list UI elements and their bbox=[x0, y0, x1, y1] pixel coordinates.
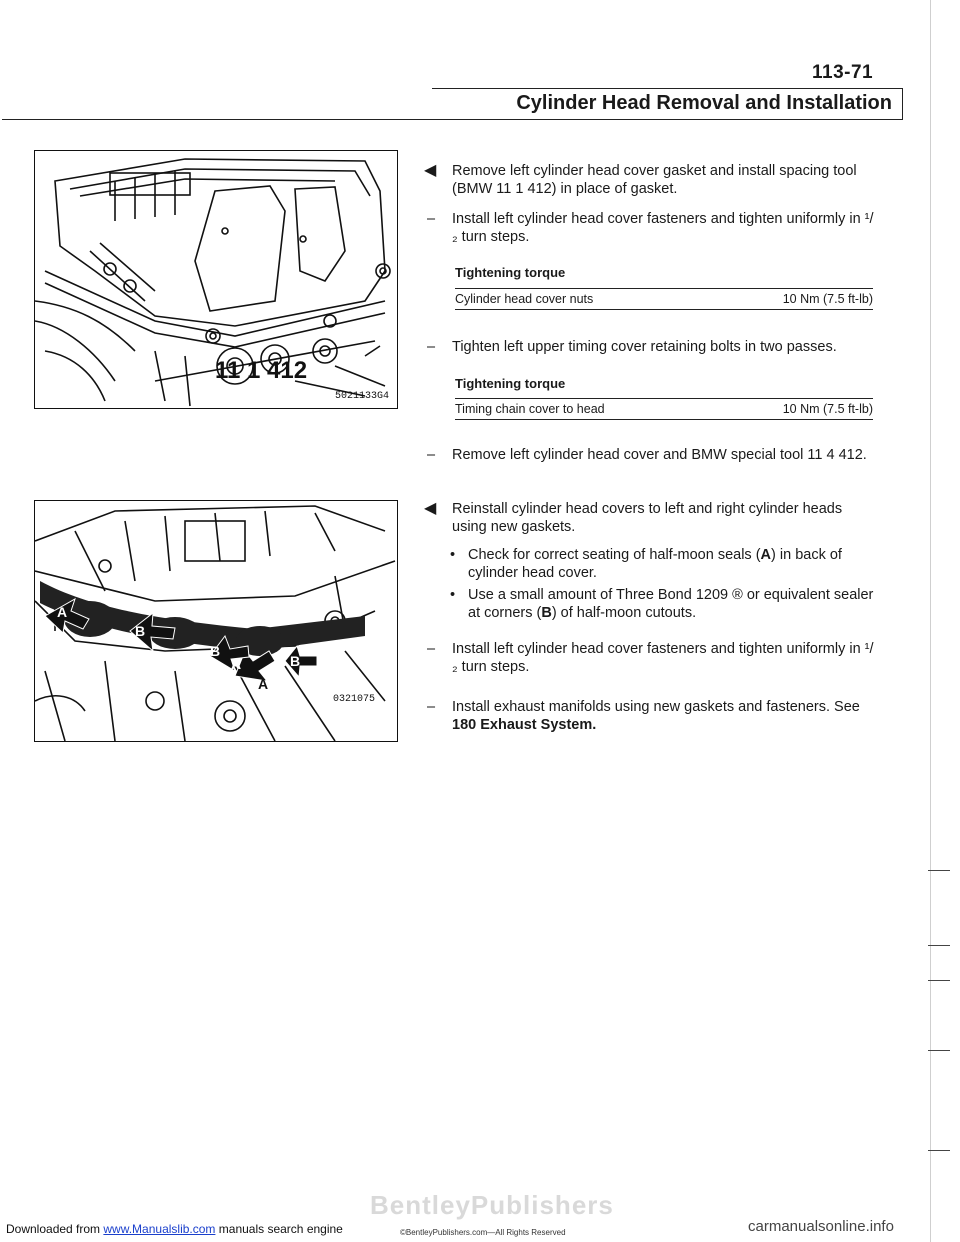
torque-spec: Timing chain cover to head bbox=[455, 402, 605, 416]
torque-value: 10 Nm (7.5 ft-lb) bbox=[782, 292, 873, 306]
step-text: Install left cylinder head cover fasteners and tighten uniformly in ¹/₂ turn steps. bbox=[452, 641, 874, 675]
bullet-icon: • bbox=[450, 547, 456, 563]
step-install-fasteners bbox=[424, 210, 874, 246]
step-text: Tighten left upper timing cover retaining bolts in two passes. bbox=[452, 339, 837, 355]
step-reinstall-covers bbox=[424, 500, 874, 536]
torque-title: Tightening torque bbox=[455, 376, 566, 391]
step-text: Remove left cylinder head cover and BMW special tool 11 4 412. bbox=[452, 447, 867, 463]
step-text: Remove left cylinder head cover gasket and install spacing tool (BMW 11 1 412) in place of gasket. bbox=[452, 163, 857, 197]
step-install-manifolds bbox=[424, 698, 874, 734]
download-notice: Downloaded from www.Manualslib.com manuals search engine bbox=[6, 1222, 343, 1236]
tool-label: 11 1 412 bbox=[215, 357, 308, 384]
figure-half-moon-seals bbox=[34, 500, 398, 742]
arrow-left-icon: ◀ bbox=[424, 162, 437, 179]
torque-row bbox=[455, 288, 873, 310]
step-text: Install left cylinder head cover fasteners and tighten uniformly in ¹/₂ turn steps. bbox=[452, 211, 874, 245]
bullet-sealer bbox=[450, 586, 875, 622]
section-title: Cylinder Head Removal and Installation bbox=[516, 92, 892, 114]
scan-mark bbox=[928, 980, 950, 981]
figure-number: 0321075 bbox=[332, 694, 375, 705]
half-moon-seal-illustration bbox=[35, 501, 397, 741]
dash-icon: – bbox=[426, 339, 436, 355]
section-title-bar bbox=[432, 88, 903, 120]
arrow-left-icon: ◀ bbox=[424, 500, 437, 517]
figure-spacing-tool bbox=[34, 150, 398, 409]
bullet-icon: • bbox=[450, 587, 456, 603]
bullet-text: Use a small amount of Three Bond 1209 ® or equivalent sealer at corners (B) of half-moon cutouts. bbox=[468, 587, 874, 621]
dash-icon: – bbox=[426, 699, 436, 715]
dash-icon: – bbox=[426, 447, 436, 463]
scan-mark bbox=[928, 1050, 950, 1051]
torque-value: 10 Nm (7.5 ft-lb) bbox=[782, 402, 873, 416]
manualslib-link[interactable]: www.Manualslib.com bbox=[103, 1222, 216, 1236]
callout-b-3: B bbox=[290, 653, 301, 669]
bullet-check-seals bbox=[450, 546, 875, 582]
torque-title: Tightening torque bbox=[455, 265, 566, 280]
step-install-fasteners-2 bbox=[424, 640, 874, 676]
site-watermark: carmanualsonline.info bbox=[748, 1218, 894, 1235]
dash-icon: – bbox=[426, 211, 436, 227]
copyright-notice: ©BentleyPublishers.com—All Rights Reserved bbox=[400, 1228, 566, 1237]
scan-mark bbox=[928, 945, 950, 946]
callout-b-1: B bbox=[135, 623, 146, 639]
scan-edge-line bbox=[930, 0, 931, 1242]
callout-a-2: A bbox=[231, 656, 242, 672]
figure-number: 5021133G4 bbox=[334, 391, 389, 402]
torque-row bbox=[455, 398, 873, 420]
step-text: Reinstall cylinder head covers to left and right cylinder heads using new gaskets. bbox=[452, 501, 843, 535]
callout-a-3: A bbox=[258, 676, 269, 692]
torque-spec: Cylinder head cover nuts bbox=[455, 292, 594, 306]
scan-mark bbox=[928, 1150, 950, 1151]
page-number: 113-71 bbox=[812, 62, 874, 83]
publisher-watermark: BentleyPublishers bbox=[370, 1190, 614, 1220]
step-text: Install exhaust manifolds using new gaskets and fasteners. See 180 Exhaust System. bbox=[452, 699, 860, 733]
bullet-text: Check for correct seating of half-moon seals (A) in back of cylinder head cover. bbox=[468, 547, 842, 581]
scan-mark bbox=[928, 870, 950, 871]
dash-icon: – bbox=[426, 641, 436, 657]
step-tighten-timing-cover bbox=[424, 338, 874, 356]
step-remove-tool bbox=[424, 446, 874, 464]
callout-b-2: B bbox=[210, 643, 221, 659]
callout-a-1: A bbox=[57, 604, 68, 620]
step-remove-gasket bbox=[424, 162, 874, 198]
